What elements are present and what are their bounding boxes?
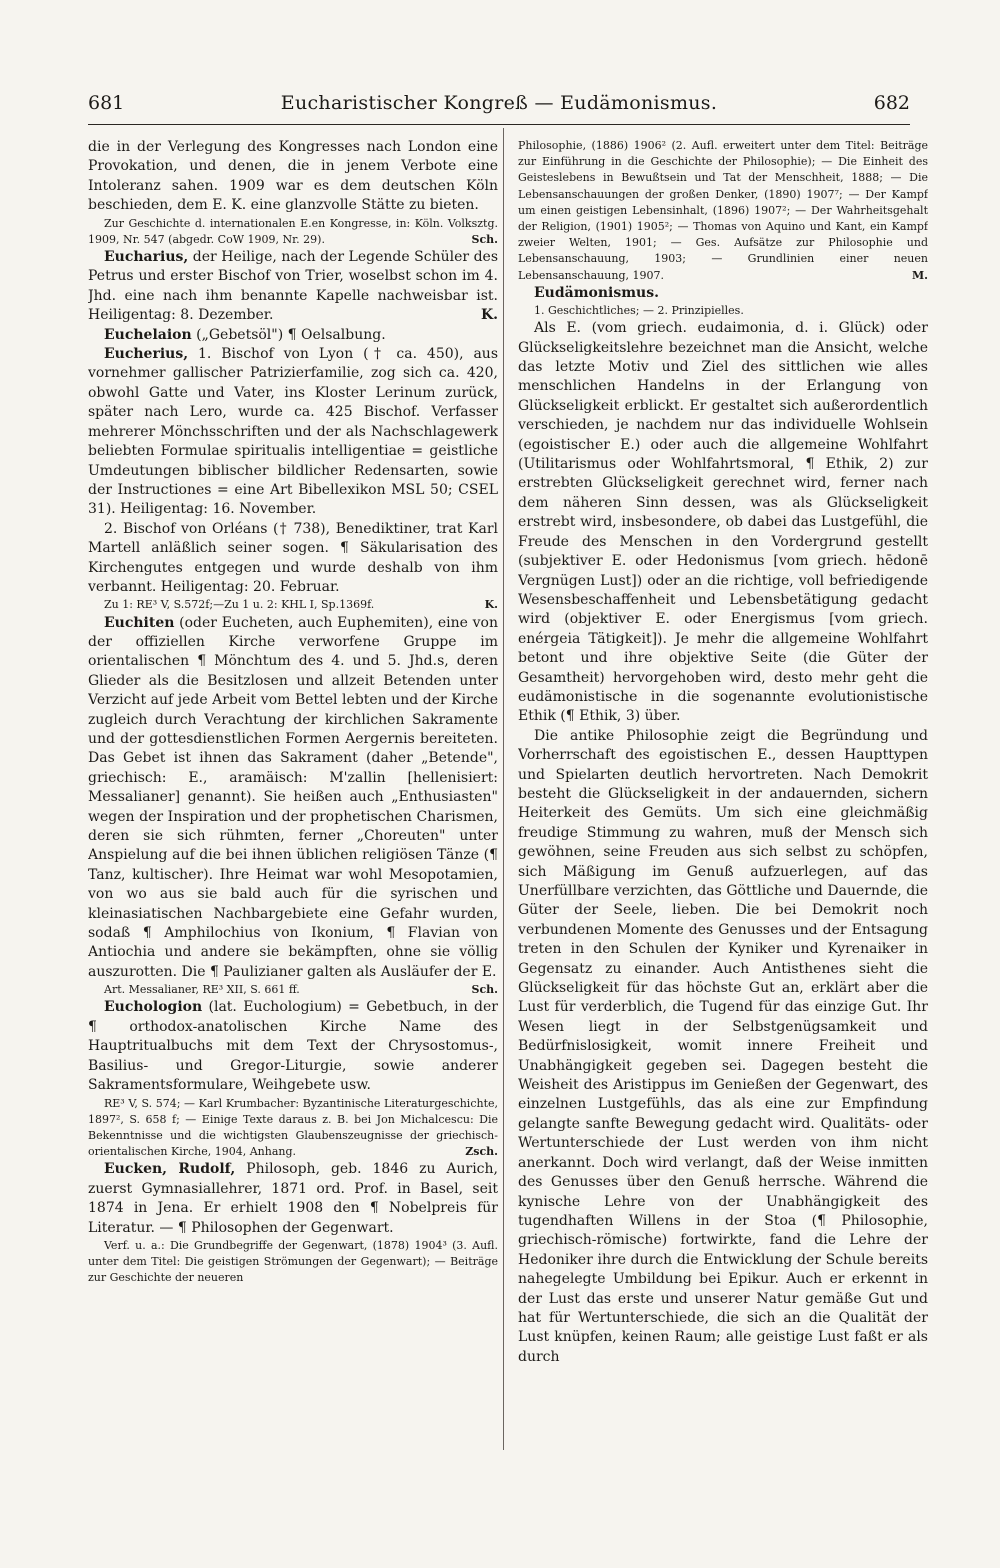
- entry-text: der Heilige, nach der Legende Schüler des Petrus und erster Bischof von Trier, woselbst schon im 4. Jhd. eine nach ihm benannte Kapelle nachweisbar ist. Heiligentag: 8. Dezember.: [88, 249, 498, 324]
- entry-lemma: Euchelaion: [104, 326, 192, 343]
- entry-text: („Gebetsöl") ¶ Oelsalbung.: [196, 326, 386, 343]
- entry-text: (lat. Euchologium) = Gebetbuch, in der ¶ orthodox-anatolischen Kirche Name des Hauptritualbuchs mit dem Text der Chrysostomus-, Basilius- und Gregor-Liturgie, sowie anderer Sakramentsformulare, Weihgebete usw.: [88, 999, 498, 1094]
- entry-toc: 1. Geschichtliches; — 2. Prinzipielles.: [534, 304, 744, 318]
- literature-note: [88, 982, 498, 998]
- entry-lemma: Eucharius,: [104, 249, 189, 266]
- literature-text: RE³ V, S. 574; — Karl Krumbacher: Byzantinische Literaturgeschichte, 1897², S. 658 f; — Einige Texte daraus z. B. bei Jon Michalcescu: Die Bekenntnisse und die wichtigsten Glaubenszeugnisse der griechisch-orientalischen Kirche, 1904, Anhang.: [88, 1096, 498, 1159]
- entry-lemma: Eucherius,: [104, 346, 189, 363]
- page-number-right: 682: [873, 92, 910, 114]
- author-signature: Sch.: [471, 983, 498, 997]
- author-signature: K.: [480, 307, 498, 324]
- literature-note: [88, 597, 498, 613]
- literature-continuation: [518, 138, 928, 284]
- author-signature: Zsch.: [465, 1145, 498, 1159]
- running-header: [88, 92, 910, 122]
- literature-note: [88, 216, 498, 248]
- entry-text: Philosoph, geb. 1846 zu Aurich, zuerst Gymnasiallehrer, 1871 ord. Prof. in Basel, seit 1874 in Jena. Er erhielt 1908 den ¶ Nobelpreis für Literatur. — ¶ Philosophen der Gegenwart.: [88, 1161, 498, 1236]
- entry-lemma: Eucken, Rudolf,: [104, 1161, 236, 1178]
- author-signature: M.: [911, 268, 928, 282]
- entry-text: 1. Bischof von Lyon († ca. 450), aus vornehmer gallischer Patrizierfamilie, zog sich ca. 420, obwohl Gatte und Vater, ins Kloster Lerinum zurück, später nach Lero, wurde ca. 425 Bischof. Verfasser mehrerer Mönchsschriften und der als Nachschlagewerk beliebten Formulae spiritualis intelligentiae = geistliche Umdeutungen biblischer bildlicher Redensarten, sowie der Instructiones = eine Art Bibellexikon MSL 50; CSEL 31). Heiligentag: 16. November.: [88, 346, 498, 518]
- paragraph-continuation: die in der Verlegung des Kongresses nach London eine Provokation, und denen, die in jenem Verbote eine Intoleranz sahen. 1909 war es dem deutschen Köln beschieden, dem E. K. eine glanzvolle Stätte zu bieten.: [88, 139, 498, 214]
- entry-lemma: Eudämonismus.: [534, 284, 659, 301]
- literature-text: Philosophie, (1886) 1906² (2. Aufl. erweitert unter dem Titel: Beiträge zur Einführung in die Geschichte der Philosophie); — Die Einheit des Geisteslebens in Bewußtsein und Tat der Menschheit, 1888; — Die Lebensanschauungen der großen Denker, (1890) 1907⁷; — Der Kampf um einen geistigen Lebensinhalt, (1896) 1907²; — Der Wahrheitsgehalt der Religion, (1901) 1905²; — Thomas von Aquino und Kant, ein Kampf zweier Welten, 1901; — Ges. Aufsätze zur Philosophie und Lebensanschauung, 1903; — Grundlinien einer neuen Lebensanschauung, 1907.: [518, 139, 928, 282]
- right-column: [518, 138, 928, 1448]
- paragraph: Als E. (vom griech. eudaimonia, d. i. Glück) oder Glückseligkeitslehre bezeichnet man die Ansicht, welche das letzte Motiv und Ziel des sittlichen wie alles menschlichen Handelns in der Erlangung von Glückseligkeit erblickt. Er gestaltet sich außerordentlich verschieden, je nachdem nur das individuelle Wohlsein (egoistischer E.) oder auch die allgemeine Wohlfahrt (Utilitarismus oder Wohlfahrtsmoral, ¶ Ethik, 2) zur erstrebten Glückseligkeit gerechnet wird, ferner nach dem näheren Sinn dessen, was als Glückseligkeit erstrebt wird, insbesondere, ob dabei das Lustgefühl, die Freude des Menschen in den Vordergrund gestellt (subjektiver E. oder Hedonismus [vom griech. hēdonē Vergnügen Lust]) oder an die richtige, voll befriedigende Wesensbeschaffenheit und Lebensbetätigung gedacht wird (objektiver E. oder Energismus [vom griech. enérgeia Tätigkeit]). Je mehr die allgemeine Wohlfahrt betont und ihre objektive Seite (die Güter der Gesamtheit) hervorgehoben wird, desto mehr geht die eudämonistische in die sogenannte evolutionistische Ethik (¶ Ethik, 3) über.: [518, 320, 928, 725]
- entry-eucherius-2: 2. Bischof von Orléans († 738), Benediktiner, trat Karl Martell anläßlich seiner sogen. ¶ Säkularisation des Kirchengutes entgegen und wurde deshalb von ihm verbannt. Heiligentag: 20. Februar.: [88, 520, 498, 595]
- literature-text: Zu 1: RE³ V, S.572f;—Zu 1 u. 2: KHL I, Sp.1369f.: [104, 598, 375, 612]
- entry-eucharius: [88, 248, 498, 326]
- literature-note: Verf. u. a.: Die Grundbegriffe der Gegenwart, (1878) 1904³ (3. Aufl. unter dem Titel: Die geistigen Strömungen der Gegenwart); — Beiträge zur Geschichte der neueren: [88, 1238, 498, 1285]
- literature-note: [88, 1096, 498, 1161]
- entry-euchiten: [88, 614, 498, 983]
- paragraph: Die antike Philosophie zeigt die Begründung und Vorherrschaft des egoistischen E., dessen Haupttypen und Spielarten deutlich hervortreten. Nach Demokrit besteht die Glückseligkeit in der andauernden, sichern Heiterkeit des Gemüts. Um sich eine gleichmäßig freudige Stimmung zu wahren, muß der Mensch sich gewöhnen, seine Freuden aus sich selbst zu schöpfen, sich Mäßigung im Genuß aufzuerlegen, auf das Unerfüllbare verzichten, das Göttliche und Dauernde, die Güter der Seele, lieben. Die bei Demokrit noch verbundenen Momente des Genusses und der Entsagung treten in den Schulen der Kyniker und Kyrenaiker in Gegensatz zu einander. Auch Antisthenes sieht die Glückseligkeit für das höchste Gut an, erklärt aber die Lust für verderblich, die Tugend für das einzige Gut. Ihr Wesen liegt in der Selbstgenügsamkeit und Bedürfnislosigkeit, womit innere Freiheit und Unabhängigkeit gegeben sei. Dagegen besteht die Weisheit des Aristippus im Genießen der Gegenwart, des einzelnen Lustgefühls, das als eine zur Empfindung gelangte sanfte Bewegung gedacht wird. Qualitäts- oder Wertunterschiede der Lust werden von ihm nicht anerkannt. Doch wird verlangt, daß der Weise inmitten des Genusses über den Genuß herrsche. Während die kynische Lehre von der Unabhängigkeit des tugendhaften Willens in der Stoa (¶ Philosophie, griechisch-römische) fortwirkte, fand die Lehre der Hedoniker ihre durch die Entwicklung der Schule bereits nahegelegte Umbildung bei Epikur. Auch er erkennt in der Lust das erste und unserer Natur gemäße Gut und hat für Wertunterschiede, die sich an die Qualität der Lust knüpfen, keinen Raum; alle geistige Lust faßt er als durch: [518, 727, 928, 1365]
- entry-eucherius: [88, 345, 498, 520]
- entry-text: (oder Eucheten, auch Euphemiten), eine von der offiziellen Kirche verworfene Gruppe im orientalischen ¶ Mönchtum des 4. und 5. Jhd.s, deren Glieder als die Besitzlosen und allzeit Betenden unter Verzicht auf jede Arbeit vom Bettel lebten und der Kirche zugleich durch Verachtung der kirchlichen Sakramente und der gottesdienstlichen Formen Aergernis bereiteten. Das Gebet ist ihnen das Sakrament (daher „Betende", griechisch: E., aramäisch: M'zallin [hellenisiert: Messalianer] genannt). Sie heißen auch „Enthusiasten" wegen der Inspiration und der prophetischen Charismen, deren sie sich rühmten, ferner „Choreuten" unter Anspielung auf die bei ihnen üblichen religiösen Tänze (¶ Tanz, kultischer). Ihre Heimat war wohl Mesopotamien, von wo aus sie bald auch für die syrischen und kleinasiatischen Nachbargebiete eine Gefahr wurden, sodaß ¶ Amphilochius von Ikonium, ¶ Flavian von Antiochia und andere sie bekämpften, ohne sie völlig auszurotten. Die ¶ Paulizianer galten als Ausläufer der E.: [88, 614, 498, 980]
- entry-lemma: Euchiten: [104, 614, 175, 631]
- entry-euchelaion: [88, 326, 498, 345]
- header-rule: [88, 124, 910, 125]
- entry-eucken: [88, 1160, 498, 1238]
- page-number-left: 681: [88, 92, 125, 114]
- author-signature: K.: [484, 598, 498, 612]
- literature-text: Zur Geschichte d. internationalen E.en Kongresse, in: Köln. Volksztg. 1909, Nr. 547 (abgedr. CoW 1909, Nr. 29).: [88, 216, 498, 246]
- entry-euchologion: [88, 998, 498, 1095]
- left-column: [88, 138, 498, 1448]
- entry-eudaemonismus-lemma: [518, 284, 928, 303]
- author-signature: Sch.: [471, 232, 498, 246]
- entry-lemma: Euchologion: [104, 999, 203, 1016]
- column-divider: [503, 128, 504, 1450]
- literature-text: Art. Messalianer, RE³ XII, S. 661 ff.: [104, 983, 300, 997]
- running-title: Eucharistischer Kongreß — Eudämonismus.: [280, 92, 718, 114]
